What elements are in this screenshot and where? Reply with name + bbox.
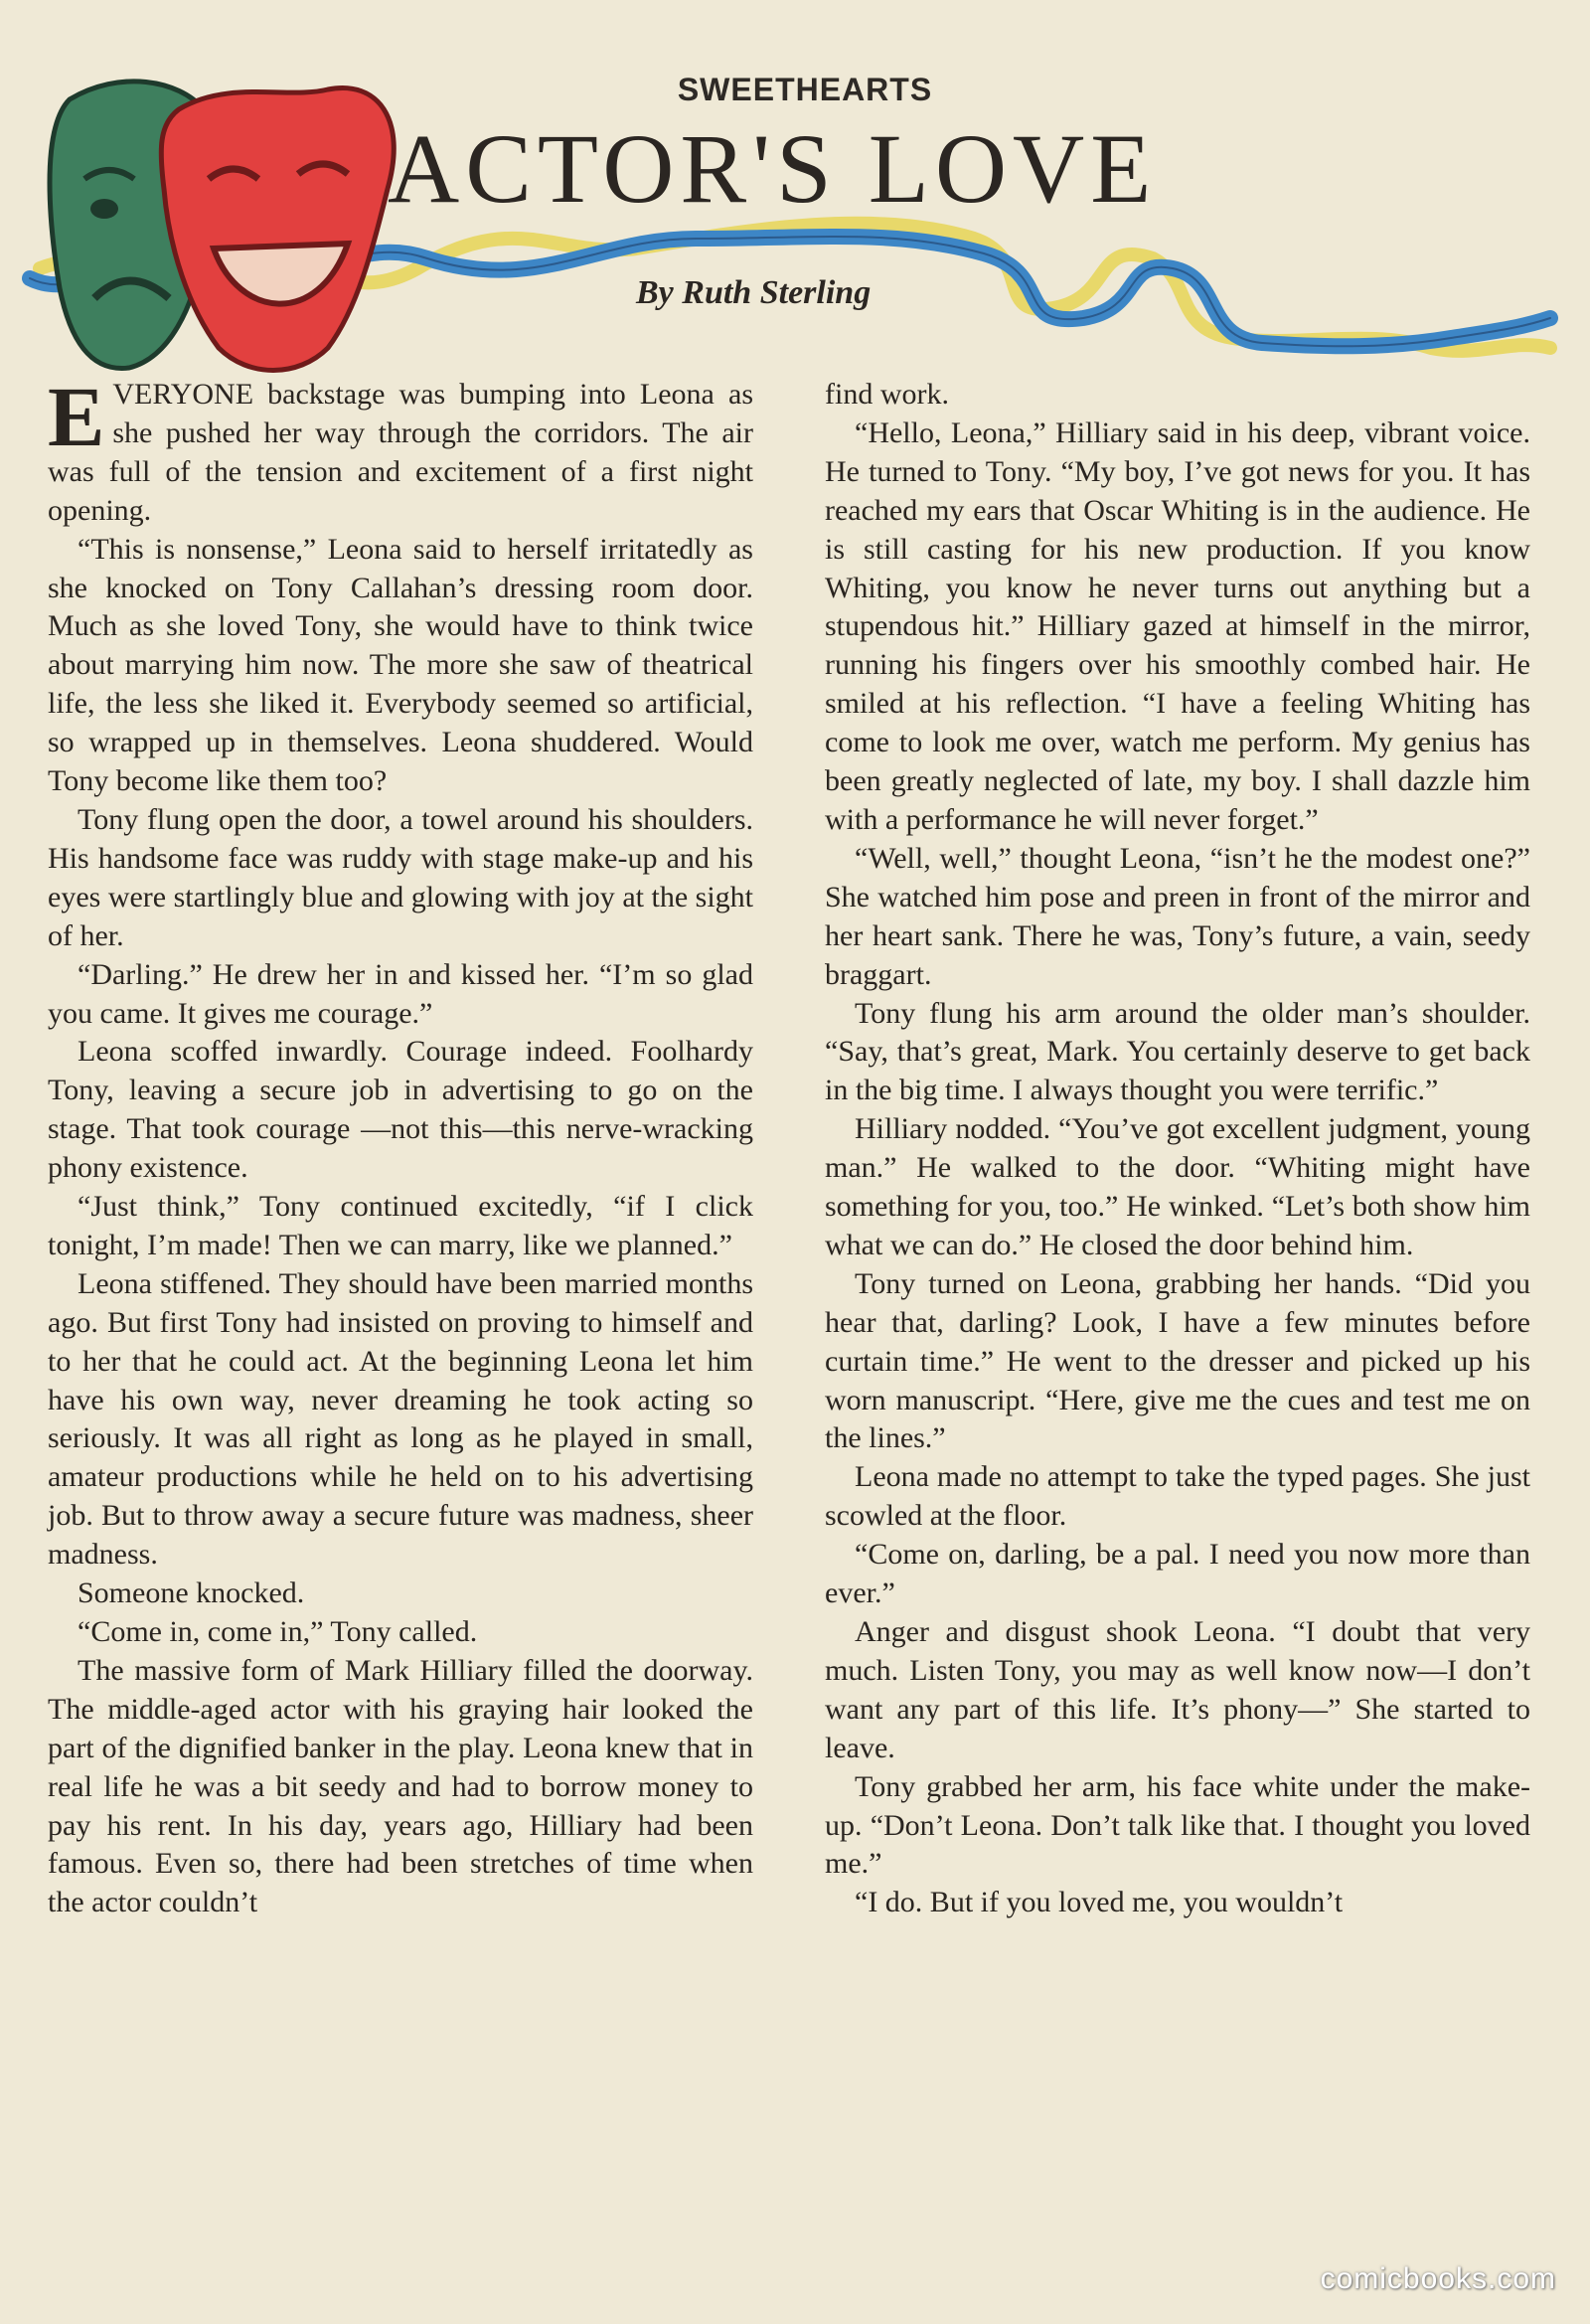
right-column	[825, 376, 1530, 1922]
paragraph	[48, 1188, 753, 1265]
comedy-mask-icon	[161, 87, 394, 370]
paragraph-text: “Hello, Leona,” Hilliary said in his deep, vibrant voice. He turned to Tony. “My boy, I’ve got news for you. It has reached my ears that Oscar Whiting is in the audience. He is still casting for his new production. If you know Whiting, you know he never turns out anything but a stupendous hit.” Hilliary gazed at himself in the mirror, running his fingers over his smoothly combed hair. He smiled at his reflection. “I have a feeling Whiting has come to look me over, watch me perform. My genius has been greatly neglected of late, my boy. I shall dazzle him with a performance he will never forget.”	[825, 415, 1530, 836]
paragraph	[825, 376, 1530, 415]
paragraph-text: Tony grabbed her arm, his face white under the make-up. “Don’t Leona. Don’t talk like that. I thought you loved me.”	[825, 1769, 1530, 1881]
paragraph	[48, 1265, 753, 1575]
magazine-name: SWEETHEARTS	[677, 72, 933, 107]
paragraph	[825, 415, 1530, 840]
paragraph	[825, 1884, 1530, 1922]
left-column	[48, 369, 753, 1922]
paragraph-text: Tony flung his arm around the older man’s shoulder. “Say, that’s great, Mark. You certainly deserve to get back in the big time. I always thought you were terrific.”	[825, 996, 1530, 1107]
theatre-masks	[30, 70, 407, 378]
paragraph-text: Tony flung open the door, a towel around his shoulders. His handsome face was ruddy with stage make-up and his eyes were startlingly blue and glowing with joy at the sight of her.	[48, 802, 753, 952]
paragraph	[48, 1575, 753, 1613]
paragraph-text: VERYONE backstage was bumping into Leona as she pushed her way through the corridors. The air was full of the tension and excitement of a first night opening.	[48, 378, 753, 527]
paragraph-text: “Just think,” Tony continued excitedly, “if I click tonight, I’m made! Then we can marry, like we planned.”	[48, 1190, 753, 1261]
drop-cap: E	[48, 369, 105, 464]
paragraph-text: The massive form of Mark Hilliary filled the doorway. The middle-aged actor with his graying hair looked the part of the dignified banker in the play. Leona knew that in real life he was a bit seedy and had to borrow money to pay his rent. In his day, years ago, Hilliary had been famous. Even so, there had been stretches of time when the actor couldn’t	[48, 1653, 753, 1919]
paragraph-text: Leona stiffened. They should have been married months ago. But first Tony had insisted on proving to himself and to her that he could act. At the beginning Leona let him have his own way, never dreaming he took acting so seriously. It was all right as long as he played in small, amateur productions while he held on to his advertising job. But to throw away a secure future was madness, sheer madness.	[48, 1266, 753, 1572]
paragraph	[48, 956, 753, 1034]
paragraph	[48, 1033, 753, 1188]
paragraph	[825, 1458, 1530, 1536]
paragraph	[825, 1110, 1530, 1265]
paragraph-text: “This is nonsense,” Leona said to herself irritatedly as she knocked on Tony Callahan’s dressing room door. Much as she loved Tony, she would have to think twice about marrying him now. The more she saw of theatrical life, the less she liked it. Everybody seemed so artificial, so wrapped up in themselves. Leona shuddered. Would Tony become like them too?	[48, 532, 753, 798]
paragraph-text: find work.	[825, 378, 949, 411]
paragraph	[825, 1265, 1530, 1459]
paragraph	[825, 995, 1530, 1111]
paragraph	[48, 369, 753, 531]
paragraph-text: Anger and disgust shook Leona. “I doubt that very much. Listen Tony, you may as well know now—I don’t want any part of this life. It’s phony—” She started to leave.	[825, 1615, 1530, 1764]
story-title: ACTOR'S LOVE	[388, 113, 1158, 224]
paragraph	[48, 1652, 753, 1922]
watermark: comicbooks.com	[1320, 2262, 1556, 2295]
paragraph-text: Hilliary nodded. “You’ve got excellent judgment, young man.” He walked to the door. “Whiting might have something for you, too.” He winked. “Let’s both show him what we can do.” He closed the door behind him.	[825, 1112, 1530, 1261]
paragraph-text: Leona made no attempt to take the typed pages. She just scowled at the floor.	[825, 1460, 1530, 1533]
paragraph	[825, 1613, 1530, 1768]
paragraph	[48, 531, 753, 801]
paragraph-text: “Darling.” He drew her in and kissed her. “I’m so glad you came. It gives me courage.”	[48, 957, 753, 1030]
paragraph	[48, 801, 753, 956]
paragraph	[825, 1768, 1530, 1885]
byline: By Ruth Sterling	[636, 274, 872, 311]
paragraph-text: Tony turned on Leona, grabbing her hands. “Did you hear that, darling? Look, I have a few minutes before curtain time.” He went to the dresser and picked up his worn manuscript. “Here, give me the cues and test me on the lines.”	[825, 1266, 1530, 1455]
paragraph-text: Someone knocked.	[78, 1577, 305, 1610]
paragraph-text: “Come on, darling, be a pal. I need you now more than ever.”	[825, 1538, 1530, 1610]
paragraph	[48, 1613, 753, 1652]
paragraph	[825, 1536, 1530, 1613]
paragraph	[825, 840, 1530, 995]
paragraph-text: “Come in, come in,” Tony called.	[78, 1615, 478, 1648]
paragraph-text: Leona scoffed inwardly. Courage indeed. Foolhardy Tony, leaving a secure job in advertising to go on the stage. That took courage —not this—this nerve-wracking phony existence.	[48, 1035, 753, 1185]
paragraph-text: “Well, well,” thought Leona, “isn’t he the modest one?” She watched him pose and preen in front of the mirror and her heart sank. There he was, Tony’s future, a vain, seedy braggart.	[825, 841, 1530, 991]
paragraph-text: “I do. But if you loved me, you wouldn’t	[855, 1886, 1344, 1919]
